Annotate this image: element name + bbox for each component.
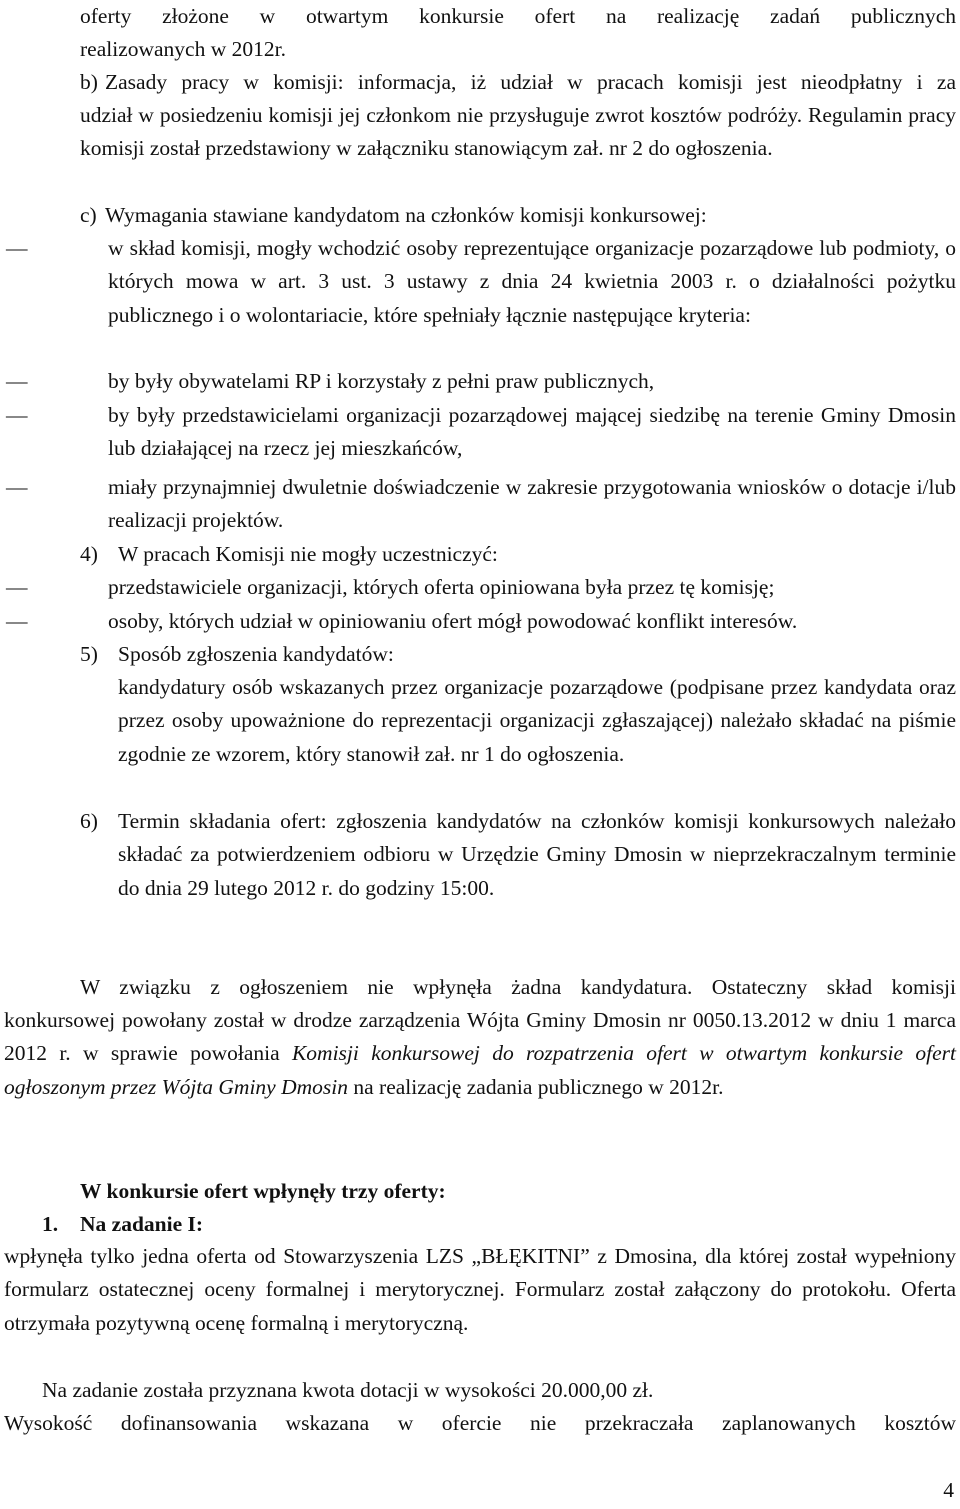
dash-marker: — bbox=[6, 403, 28, 427]
item-5-number: 5) bbox=[80, 642, 98, 666]
committee-paragraph-text-1: konkursowej powołany został w drodze zarządzenia Wójta Gminy Dmosin nr 0050.13.2012 w dniu 1 marca 2012 r. w sprawie powołania bbox=[4, 1008, 956, 1066]
funding-text: Wysokość dofinansowania wskazana w ofercie nie przekraczała zaplanowanych kosztów bbox=[4, 1411, 956, 1435]
dash-marker: — bbox=[6, 236, 28, 260]
item-c-dash-4: miały przynajmniej dwuletnie doświadczenie w zakresie przygotowania wniosków o dotacje i/lub realizacji projektów. bbox=[108, 475, 956, 533]
dash-marker: — bbox=[6, 475, 28, 499]
grant-amount-text: Na zadanie została przyznana kwota dotacji w wysokości 20.000,00 zł. bbox=[42, 1378, 654, 1402]
item-b-label: b) bbox=[80, 70, 98, 94]
item-c-dash-2: by były obywatelami RP i korzystały z pełni praw publicznych, bbox=[108, 369, 655, 393]
item-5-text: Sposób zgłoszenia kandydatów: bbox=[118, 642, 394, 666]
item-c-label: c) bbox=[80, 203, 97, 227]
committee-paragraph-text-2: na realizację zadania publicznego w 2012r. bbox=[348, 1074, 724, 1099]
item-4-dash-2: osoby, których udział w opiniowaniu ofert mógł powodować konflikt interesów. bbox=[108, 609, 798, 633]
item-c-dash-1: w skład komisji, mogły wchodzić osoby reprezentujące organizacje pozarządowe lub podmioty, o których mowa w art. 3 ust. 3 ustawy z dnia 24 kwietnia 2003 r. o działalności pożytku publicznego i o wolontariacie, które spełniały łącznie następujące kryteria: bbox=[108, 236, 956, 327]
dash-marker: — bbox=[6, 369, 28, 393]
committee-paragraph bbox=[4, 1004, 956, 1104]
page-number: 4 bbox=[943, 1477, 954, 1502]
intro-line-1: oferty złożone w otwartym konkursie ofert na realizację zadań publicznych bbox=[80, 4, 956, 28]
offer-paragraph: wpłynęła tylko jedna oferta od Stowarzyszenia LZS „BŁĘKITNI” z Dmosina, dla której został wypełniony formularz ostatecznej oceny formalnej i merytorycznej. Formularz został załączony do protokołu. Oferta otrzymała pozytywną ocenę formalną i merytoryczną. bbox=[4, 1244, 956, 1335]
item-b-line-1: Zasady pracy w komisji: informacja, iż udział w pracach komisji jest nieodpłatny i za bbox=[105, 70, 956, 94]
item-4-dash-1: przedstawiciele organizacji, których oferta opiniowana była przez tę komisję; bbox=[108, 575, 775, 599]
intro-line-2: realizowanych w 2012r. bbox=[80, 37, 286, 61]
offers-heading: W konkursie ofert wpłynęły trzy oferty: bbox=[80, 1179, 446, 1203]
item-6-text: Termin składania ofert: zgłoszenia kandydatów na członków komisji konkursowych należało składać za potwierdzeniem odbioru w Urzędzie Gminy Dmosin w nieprzekraczalnym terminie do dnia 29 lutego 2012 r. do godziny 15:00. bbox=[118, 809, 956, 900]
item-4-text: W pracach Komisji nie mogły uczestniczyć: bbox=[118, 542, 498, 566]
item-6-number: 6) bbox=[80, 809, 98, 833]
task-label: Na zadanie I: bbox=[80, 1212, 204, 1236]
item-c-text: Wymagania stawiane kandydatom na członków komisji konkursowej: bbox=[105, 203, 707, 227]
task-number: 1. bbox=[42, 1212, 59, 1236]
item-b-text: udział w posiedzeniu komisji jej członkom nie przysługuje zwrot kosztów podróży. Regulamin pracy komisji został przedstawiony w załączniku stanowiącym zał. nr 2 do ogłoszenia. bbox=[80, 103, 956, 161]
item-5-body: kandydatury osób wskazanych przez organizacje pozarządowe (podpisane przez kandydata oraz przez osoby upoważnione do reprezentacji organizacji zgłaszającej) należało składać na piśmie zgodnie ze wzorem, który stanowił zał. nr 1 do ogłoszenia. bbox=[118, 675, 956, 766]
dash-marker: — bbox=[6, 575, 28, 599]
item-4-number: 4) bbox=[80, 542, 98, 566]
dash-marker: — bbox=[6, 609, 28, 633]
item-c-dash-3: by były przedstawicielami organizacji pozarządowej mającej siedzibę na terenie Gminy Dmosin lub działającej na rzecz jej mieszkańców, bbox=[108, 403, 956, 461]
committee-paragraph-first-line: W związku z ogłoszeniem nie wpłynęła żadna kandydatura. Ostateczny skład komisji bbox=[80, 975, 956, 999]
committee-name-italic: Komisji konkursowej do rozpatrzenia ofert w otwartym konkursie ofert ogłoszonym przez Wójta Gminy Dmosin bbox=[4, 1041, 956, 1099]
